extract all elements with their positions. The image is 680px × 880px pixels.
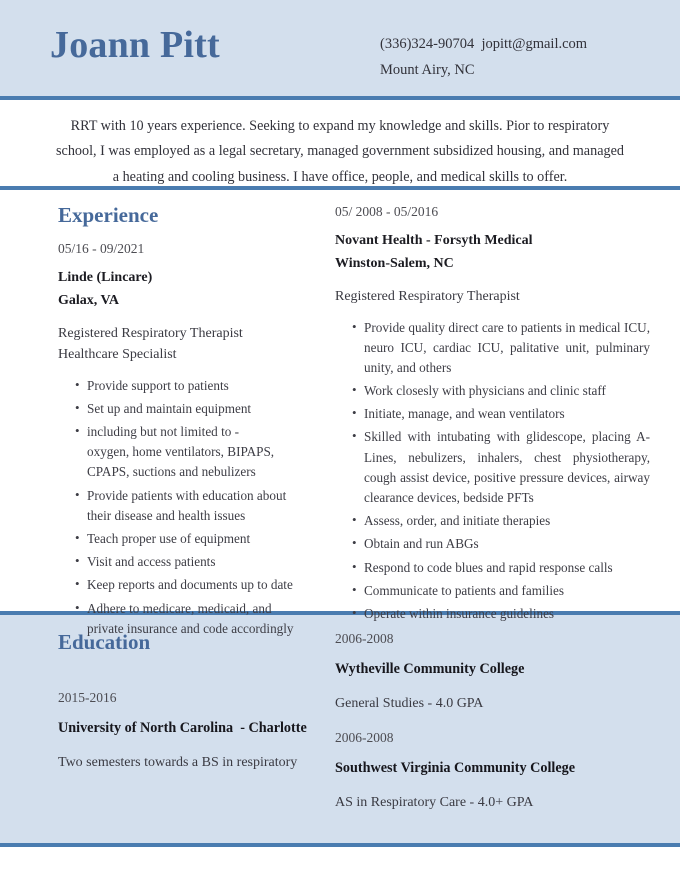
education-band xyxy=(0,615,680,847)
experience-left-roles xyxy=(58,323,307,365)
experience-right-location: Winston-Salem, NC xyxy=(335,256,454,272)
list-item: • Communicate to patients and families xyxy=(352,581,650,601)
experience-left-role-1: Registered Respiratory Therapist xyxy=(58,325,243,341)
list-item: • Teach proper use of equipment xyxy=(75,529,307,549)
education-date: 2006-2008 xyxy=(335,631,394,646)
list-item: • Visit and access patients xyxy=(75,552,307,572)
education-right-column xyxy=(325,631,680,813)
list-item xyxy=(75,422,307,483)
list-item: • Operate within insurance guidelines xyxy=(352,604,650,624)
experience-left-date: 05/16 - 09/2021 xyxy=(58,241,145,257)
list-item: • Obtain and run ABGs xyxy=(352,534,650,554)
list-item-text: including but not limited to - xyxy=(87,424,240,439)
experience-left-bullets xyxy=(58,376,307,639)
contact-block xyxy=(380,22,634,84)
list-item: • Adhere to medicare, medicaid, and private insurance and code accordingly xyxy=(75,599,307,639)
education-section-title: Education xyxy=(58,630,151,654)
experience-right-roles xyxy=(335,286,650,307)
experience-left-column xyxy=(0,204,325,642)
experience-right-bullets xyxy=(335,318,650,625)
experience-band xyxy=(0,190,680,636)
education-left-column xyxy=(0,631,325,773)
summary-band xyxy=(0,100,680,190)
education-left-entries xyxy=(58,668,307,773)
list-item: • Initiate, manage, and wean ventilators xyxy=(352,404,650,424)
education-entry xyxy=(58,690,307,773)
education-entry xyxy=(335,730,650,813)
experience-right-column xyxy=(325,204,680,627)
education-detail: AS in Respiratory Care - 4.0+ GPA xyxy=(335,794,534,810)
experience-left-company: Linde (Lincare) xyxy=(58,270,153,286)
experience-right-company: Novant Health - Forsyth Medical xyxy=(335,233,533,248)
experience-section-title: Experience xyxy=(58,203,159,227)
list-item: • Respond to code blues and rapid response calls xyxy=(352,558,650,578)
list-item: • Work closesly with physicians and clinic staff xyxy=(352,381,650,401)
list-item: • Skilled with intubating with glidescope, placing A-Lines, nebulizers, inhalers, chest physiotherapy, cough assist device, positive pressure devices, airway clearance devices, bedside PFTs xyxy=(352,427,650,508)
list-item-subline: oxygen, home ventilators, BIPAPS, xyxy=(87,444,275,460)
education-date: 2015-2016 xyxy=(58,690,117,706)
education-entry xyxy=(335,631,650,714)
list-item: • Provide quality direct care to patients in medical ICU, neuro ICU, cardiac ICU, palitative unit, pulminary unity, and others xyxy=(352,318,650,379)
list-item: • Set up and maintain equipment xyxy=(75,399,307,419)
experience-left-location: Galax, VA xyxy=(58,293,119,309)
experience-right-role-1: Registered Respiratory Therapist xyxy=(335,288,520,304)
list-item: • Provide support to patients xyxy=(75,376,307,396)
experience-left-role-2: Healthcare Specialist xyxy=(58,346,177,362)
education-school: Wytheville Community College xyxy=(335,661,525,677)
list-item: • Assess, order, and initiate therapies xyxy=(352,511,650,531)
education-school: University of North Carolina - Charlotte xyxy=(58,720,307,737)
list-item: • Provide patients with education about their disease and health issues xyxy=(75,486,307,526)
list-item: • Keep reports and documents up to date xyxy=(75,575,307,595)
education-school: Southwest Virginia Community College xyxy=(335,759,576,776)
education-detail: Two semesters towards a BS in respiratory xyxy=(58,754,298,770)
experience-right-date: 05/ 2008 - 05/2016 xyxy=(335,204,439,219)
candidate-name: Joann Pitt xyxy=(50,24,220,66)
name-block xyxy=(50,22,380,66)
list-item-subline: CPAPS, suctions and nebulizers xyxy=(87,464,256,480)
education-detail: General Studies - 4.0 GPA xyxy=(335,695,484,711)
education-date: 2006-2008 xyxy=(335,729,394,745)
header-band xyxy=(0,0,680,100)
footer-band xyxy=(0,847,680,880)
contact-location: Mount Airy, NC xyxy=(380,61,475,78)
summary-text: RRT with 10 years experience. Seeking to expand my knowledge and skills. Pior to respiratory school, I was employed as a legal secretary, managed government subsidized housing, and managed a heating and cooling business. I have office, people, and medical skills to offer. xyxy=(56,118,624,185)
contact-phone-email: (336)324-90704 jopitt@gmail.com xyxy=(380,36,588,52)
